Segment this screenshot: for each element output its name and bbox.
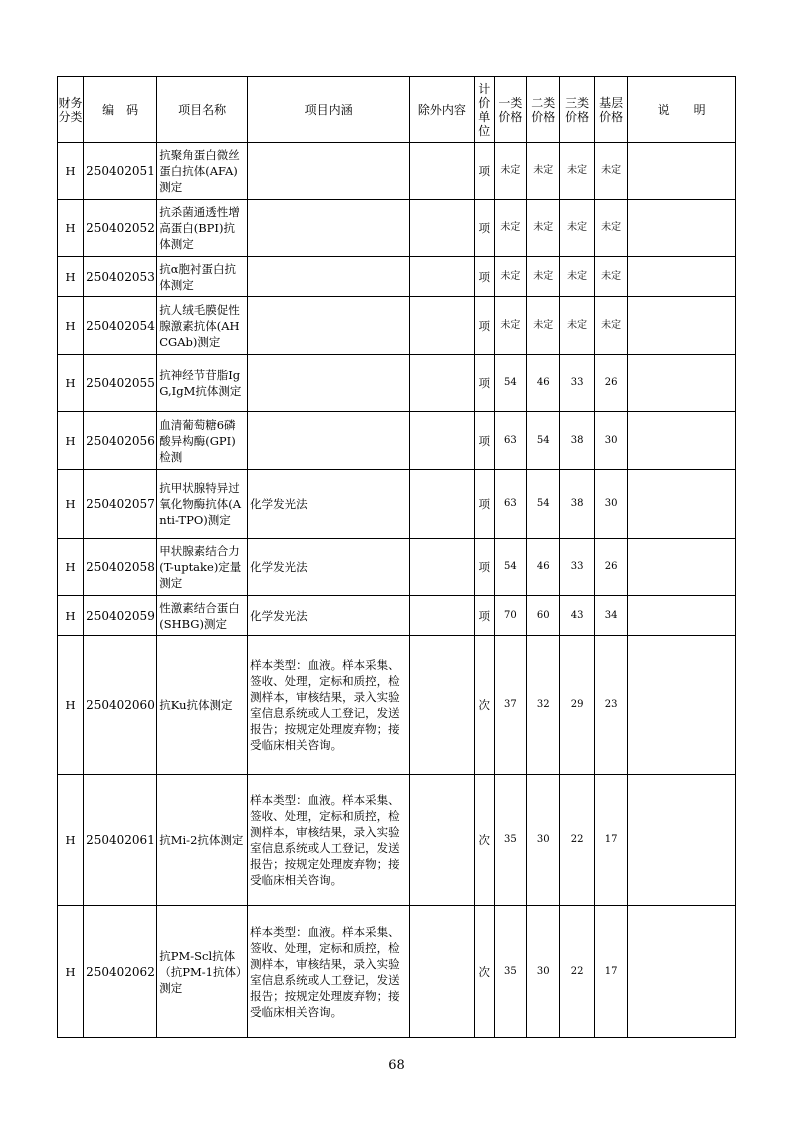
cell-scope: 样本类型：血液。样本采集、签收、处理，定标和质控，检测样本，审核结果，录入实验室信息系统或人工登记，发送报告；按规定处理废弃物；接受临床相关咨询。: [248, 636, 410, 775]
cell-price-3: 未定: [560, 297, 594, 355]
cell-unit: 项: [474, 596, 494, 636]
cell-price-2: 30: [527, 775, 560, 906]
cell-exclusions: [410, 775, 475, 906]
table-row: [58, 775, 736, 906]
cell-name: 抗聚角蛋白微丝蛋白抗体(AFA)测定: [157, 143, 248, 200]
cell-scope: 化学发光法: [248, 539, 410, 596]
cell-price-base: 17: [594, 906, 627, 1038]
cell-notes: [628, 539, 736, 596]
cell-scope: 样本类型：血液。样本采集、签收、处理，定标和质控，检测样本，审核结果，录入实验室信息系统或人工登记，发送报告；按规定处理废弃物；接受临床相关咨询。: [248, 906, 410, 1038]
table-row: [58, 355, 736, 412]
cell-unit: 次: [474, 636, 494, 775]
header-price-3: 三类价格: [560, 77, 594, 143]
cell-notes: [628, 257, 736, 297]
cell-notes: [628, 470, 736, 539]
cell-scope: 化学发光法: [248, 596, 410, 636]
cell-notes: [628, 636, 736, 775]
cell-price-3: 33: [560, 355, 594, 412]
cell-scope: 化学发光法: [248, 470, 410, 539]
price-table-container: [57, 76, 736, 1038]
cell-code: 250402062: [84, 906, 157, 1038]
cell-price-3: 22: [560, 906, 594, 1038]
cell-category: H: [58, 297, 84, 355]
cell-notes: [628, 596, 736, 636]
header-notes: 说 明: [628, 77, 736, 143]
cell-price-3: 未定: [560, 143, 594, 200]
cell-price-base: 30: [594, 470, 627, 539]
cell-price-base: 26: [594, 539, 627, 596]
cell-notes: [628, 143, 736, 200]
table-row: [58, 143, 736, 200]
table-row: [58, 200, 736, 257]
cell-price-base: 未定: [594, 297, 627, 355]
cell-price-2: 32: [527, 636, 560, 775]
header-name: 项目名称: [157, 77, 248, 143]
cell-notes: [628, 775, 736, 906]
cell-price-1: 63: [494, 412, 526, 470]
cell-price-base: 17: [594, 775, 627, 906]
cell-notes: [628, 355, 736, 412]
cell-price-1: 未定: [494, 143, 526, 200]
table-row: [58, 470, 736, 539]
cell-price-base: 34: [594, 596, 627, 636]
cell-code: 250402056: [84, 412, 157, 470]
cell-code: 250402061: [84, 775, 157, 906]
header-exclusions: 除外内容: [410, 77, 475, 143]
cell-exclusions: [410, 297, 475, 355]
table-row: [58, 906, 736, 1038]
cell-code: 250402060: [84, 636, 157, 775]
cell-scope: [248, 143, 410, 200]
cell-price-2: 未定: [527, 200, 560, 257]
cell-price-2: 未定: [527, 143, 560, 200]
cell-name: 抗甲状腺特异过氧化物酶抗体(Anti-TPO)测定: [157, 470, 248, 539]
cell-price-1: 37: [494, 636, 526, 775]
cell-category: H: [58, 257, 84, 297]
header-unit: 计价单位: [474, 77, 494, 143]
header-price-1: 一类价格: [494, 77, 526, 143]
cell-price-1: 70: [494, 596, 526, 636]
header-category: 财务分类: [58, 77, 84, 143]
cell-scope: [248, 257, 410, 297]
cell-scope: [248, 200, 410, 257]
cell-exclusions: [410, 906, 475, 1038]
cell-price-2: 未定: [527, 297, 560, 355]
header-row: [58, 77, 736, 143]
cell-category: H: [58, 200, 84, 257]
cell-price-base: 未定: [594, 200, 627, 257]
cell-exclusions: [410, 412, 475, 470]
cell-unit: 项: [474, 355, 494, 412]
table-row: [58, 257, 736, 297]
table-row: [58, 596, 736, 636]
cell-price-base: 未定: [594, 257, 627, 297]
page-number: 68: [388, 1058, 405, 1073]
cell-name: 抗神经节苷脂IgG,IgM抗体测定: [157, 355, 248, 412]
cell-code: 250402059: [84, 596, 157, 636]
cell-code: 250402053: [84, 257, 157, 297]
cell-price-1: 54: [494, 355, 526, 412]
price-table: [57, 76, 736, 1038]
cell-price-3: 43: [560, 596, 594, 636]
cell-category: H: [58, 470, 84, 539]
cell-unit: 项: [474, 470, 494, 539]
cell-scope: 样本类型：血液。样本采集、签收、处理，定标和质控，检测样本，审核结果，录入实验室信息系统或人工登记，发送报告；按规定处理废弃物；接受临床相关咨询。: [248, 775, 410, 906]
cell-name: 甲状腺素结合力(T-uptake)定量测定: [157, 539, 248, 596]
cell-price-2: 30: [527, 906, 560, 1038]
header-price-2: 二类价格: [527, 77, 560, 143]
header-scope: 项目内涵: [248, 77, 410, 143]
cell-category: H: [58, 636, 84, 775]
cell-name: 抗α胞衬蛋白抗体测定: [157, 257, 248, 297]
cell-price-3: 38: [560, 412, 594, 470]
cell-exclusions: [410, 200, 475, 257]
cell-price-3: 38: [560, 470, 594, 539]
cell-name: 性激素结合蛋白(SHBG)测定: [157, 596, 248, 636]
cell-price-1: 63: [494, 470, 526, 539]
cell-price-1: 未定: [494, 200, 526, 257]
cell-unit: 项: [474, 200, 494, 257]
cell-category: H: [58, 775, 84, 906]
cell-unit: 次: [474, 775, 494, 906]
cell-exclusions: [410, 355, 475, 412]
cell-unit: 项: [474, 297, 494, 355]
cell-unit: 项: [474, 539, 494, 596]
cell-price-base: 26: [594, 355, 627, 412]
cell-price-2: 54: [527, 412, 560, 470]
cell-price-base: 未定: [594, 143, 627, 200]
cell-price-3: 33: [560, 539, 594, 596]
cell-name: 抗PM-Scl抗体（抗PM-1抗体）测定: [157, 906, 248, 1038]
cell-name: 抗人绒毛膜促性腺激素抗体(AHCGAb)测定: [157, 297, 248, 355]
cell-price-1: 35: [494, 906, 526, 1038]
cell-name: 血清葡萄糖6磷酸异构酶(GPI)检测: [157, 412, 248, 470]
cell-exclusions: [410, 143, 475, 200]
cell-notes: [628, 906, 736, 1038]
cell-notes: [628, 200, 736, 257]
cell-price-1: 未定: [494, 297, 526, 355]
cell-price-2: 未定: [527, 257, 560, 297]
cell-category: H: [58, 539, 84, 596]
cell-price-3: 22: [560, 775, 594, 906]
cell-unit: 次: [474, 906, 494, 1038]
table-row: [58, 297, 736, 355]
cell-price-1: 未定: [494, 257, 526, 297]
cell-code: 250402057: [84, 470, 157, 539]
table-row: [58, 636, 736, 775]
cell-scope: [248, 412, 410, 470]
cell-category: H: [58, 412, 84, 470]
cell-notes: [628, 297, 736, 355]
cell-exclusions: [410, 470, 475, 539]
cell-exclusions: [410, 257, 475, 297]
cell-category: H: [58, 906, 84, 1038]
cell-code: 250402052: [84, 200, 157, 257]
cell-code: 250402058: [84, 539, 157, 596]
cell-exclusions: [410, 539, 475, 596]
cell-code: 250402051: [84, 143, 157, 200]
cell-category: H: [58, 596, 84, 636]
cell-name: 抗Mi-2抗体测定: [157, 775, 248, 906]
header-price-base: 基层价格: [594, 77, 627, 143]
cell-unit: 项: [474, 257, 494, 297]
cell-price-base: 30: [594, 412, 627, 470]
cell-price-base: 23: [594, 636, 627, 775]
cell-price-3: 未定: [560, 257, 594, 297]
cell-price-2: 54: [527, 470, 560, 539]
cell-price-1: 54: [494, 539, 526, 596]
cell-scope: [248, 355, 410, 412]
header-code: 编 码: [84, 77, 157, 143]
cell-exclusions: [410, 636, 475, 775]
cell-name: 抗Ku抗体测定: [157, 636, 248, 775]
cell-unit: 项: [474, 412, 494, 470]
cell-price-3: 未定: [560, 200, 594, 257]
cell-price-3: 29: [560, 636, 594, 775]
cell-unit: 项: [474, 143, 494, 200]
cell-exclusions: [410, 596, 475, 636]
cell-scope: [248, 297, 410, 355]
cell-price-2: 46: [527, 539, 560, 596]
cell-price-2: 60: [527, 596, 560, 636]
cell-code: 250402055: [84, 355, 157, 412]
table-row: [58, 539, 736, 596]
cell-notes: [628, 412, 736, 470]
cell-price-1: 35: [494, 775, 526, 906]
cell-code: 250402054: [84, 297, 157, 355]
cell-category: H: [58, 143, 84, 200]
table-row: [58, 412, 736, 470]
cell-price-2: 46: [527, 355, 560, 412]
cell-name: 抗杀菌通透性增高蛋白(BPI)抗体测定: [157, 200, 248, 257]
cell-category: H: [58, 355, 84, 412]
